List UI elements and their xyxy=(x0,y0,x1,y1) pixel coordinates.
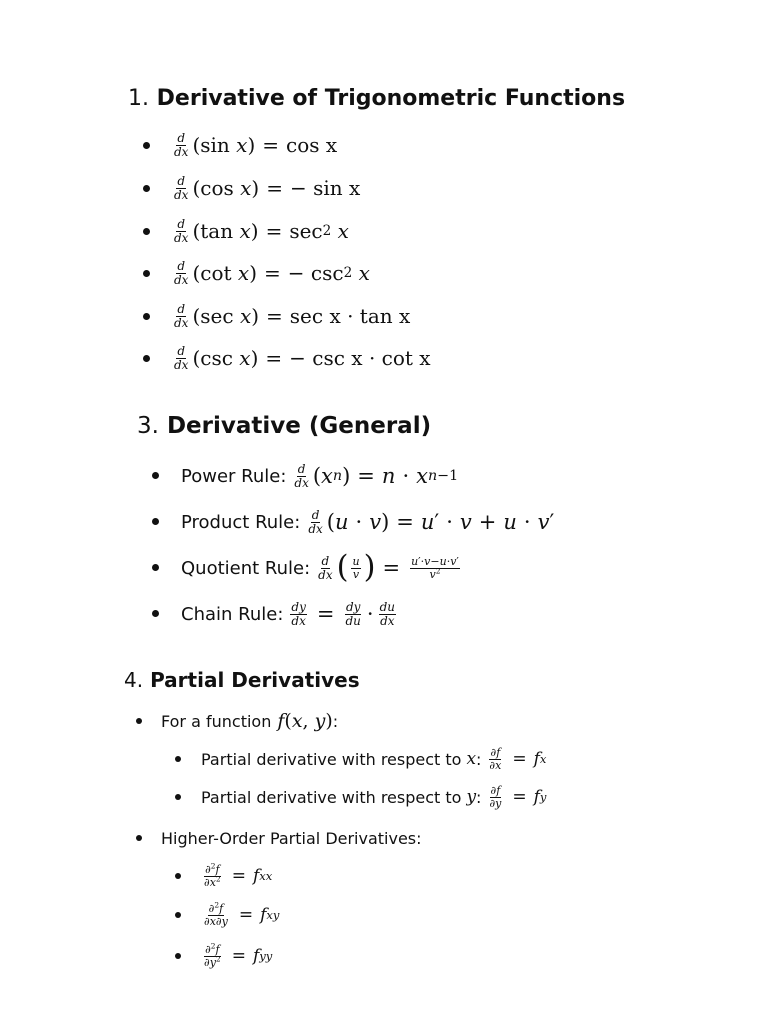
formula-cot-fn: cot xyxy=(200,261,232,285)
section-3-heading xyxy=(137,413,431,439)
formula-cot-result: csc xyxy=(310,261,344,285)
formula-cos-sign: − xyxy=(290,176,307,200)
bullet xyxy=(136,835,142,841)
bullet xyxy=(143,185,150,192)
section-3-number: 3. xyxy=(137,413,159,439)
formula-tan-fn: tan xyxy=(200,219,234,243)
section-3-title: Derivative (General) xyxy=(166,413,432,439)
formula-sec-result: sec x · tan x xyxy=(289,304,411,328)
bullet xyxy=(175,756,181,762)
formula-tan-result: sec xyxy=(289,219,323,243)
bullet xyxy=(152,610,159,617)
quotient-rule: Quotient Rule: $\frac{d}{dx}$ ( $\frac{u}{v}$ ) = $\frac{u'\cdot v-u\cdot v'}{v^2}$ xyxy=(181,549,459,585)
formula-sec-fn: sec xyxy=(200,304,234,328)
formula-sin-result: cos x xyxy=(286,133,338,157)
formula-cos-fn: cos xyxy=(200,176,234,200)
formula-cos-result: sin x xyxy=(313,176,361,200)
higher-order-label: Higher-Order Partial Derivatives: xyxy=(161,828,422,848)
function-intro: For a function f ( x , y ) : xyxy=(161,710,339,732)
chain-rule-label: Chain Rule: xyxy=(181,603,284,625)
product-rule: Product Rule: $\frac{d}{dx}$ ( u · v ) = u ′ · v + u · v ′ xyxy=(181,507,555,536)
bullet xyxy=(175,794,181,800)
section-1-number: 1. xyxy=(128,86,149,111)
partial-y: Partial derivative with respect to y : $\frac{\partial f}{\partial y}$ = f y xyxy=(201,783,547,810)
partial-x: Partial derivative with respect to x : $\frac{\partial f}{\partial x}$ = f x xyxy=(201,745,547,772)
higher-order-heading xyxy=(161,826,422,850)
section-1-title: Derivative of Trigonometric Functions xyxy=(156,86,626,111)
chain-rule: Chain Rule: $\frac{dy}{dx}$ = $\frac{dy}{du}$ · $\frac{du}{dx}$ xyxy=(181,599,395,628)
formula-csc-sign: − xyxy=(289,346,306,370)
formula-csc-derivative: $\frac{d}{dx}$ ( csc x ) = − csc x · cot x xyxy=(174,343,431,372)
power-rule-label: Power Rule: xyxy=(181,465,287,487)
formula-sin-derivative: $\frac{d}{dx}$ ( sin x ) = cos x xyxy=(174,130,338,159)
formula-tan-derivative: $\frac{d}{dx}$ ( tan x ) = sec 2 x xyxy=(174,216,349,245)
section-1-heading xyxy=(128,86,625,111)
bullet xyxy=(143,313,150,320)
section-4-title: Partial Derivatives xyxy=(150,668,360,692)
formula-csc-result: csc x · cot x xyxy=(312,346,431,370)
formula-csc-fn: csc xyxy=(200,346,233,370)
second-partial-xy: $\frac{\partial^2f}{\partial x\partial y}$ = f xy xyxy=(204,900,280,928)
formula-cot-derivative: $\frac{d}{dx}$ ( cot x ) = − csc 2 x xyxy=(174,258,370,287)
function-intro-label: For a function xyxy=(161,711,272,731)
product-rule-label: Product Rule: xyxy=(181,511,301,533)
bullet xyxy=(175,912,181,918)
bullet xyxy=(143,142,150,149)
bullet xyxy=(175,953,181,959)
power-rule: Power Rule: $\frac{d}{dx}$ ( x n ) = n · x n−1 xyxy=(181,461,459,490)
second-partial-xx: $\frac{\partial^2f}{\partial x^2}$ = f xx xyxy=(204,861,273,889)
partial-x-label: Partial derivative with respect to xyxy=(201,749,462,769)
bullet xyxy=(175,873,181,879)
bullet xyxy=(152,518,159,525)
formula-sec-derivative: $\frac{d}{dx}$ ( sec x ) = sec x · tan x xyxy=(174,301,411,330)
bullet xyxy=(143,228,150,235)
bullet xyxy=(152,472,159,479)
quotient-rule-label: Quotient Rule: xyxy=(181,557,311,579)
formula-sin-fn: sin xyxy=(200,133,230,157)
section-4-heading xyxy=(124,668,360,692)
section-4-number: 4. xyxy=(124,668,144,692)
bullet xyxy=(143,355,150,362)
formula-cot-sign: − xyxy=(287,261,305,285)
second-partial-yy: $\frac{\partial^2f}{\partial y^2}$ = f yy xyxy=(204,941,273,969)
bullet xyxy=(143,270,150,277)
partial-y-label: Partial derivative with respect to xyxy=(201,787,462,807)
formula-cos-derivative: $\frac{d}{dx}$ ( cos x ) = − sin x xyxy=(174,173,361,202)
bullet xyxy=(136,718,142,724)
bullet xyxy=(152,564,159,571)
